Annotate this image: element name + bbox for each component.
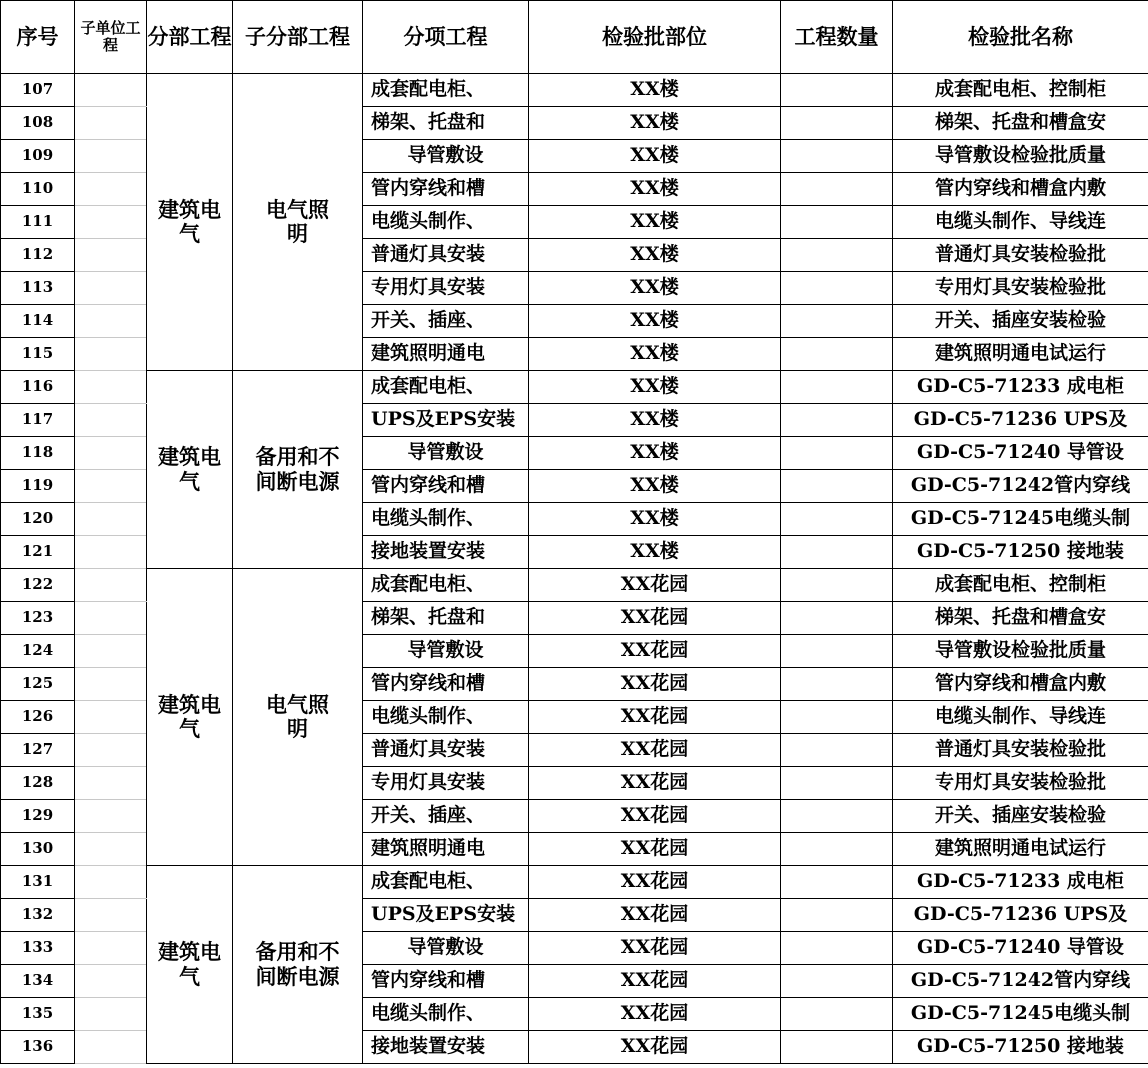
group-label-line: 气 xyxy=(179,221,200,246)
cell-batch-name[interactable]: GD-C5-71245电缆头制 xyxy=(893,998,1148,1031)
cell-no[interactable]: 116 xyxy=(1,371,75,404)
header-subdivision: 子分部工程 xyxy=(233,1,363,74)
cell-batch-name[interactable]: GD-C5-71250 接地装 xyxy=(893,1031,1148,1064)
cell-no[interactable]: 110 xyxy=(1,173,75,206)
cell-batch-name[interactable]: GD-C5-71242管内穿线 xyxy=(893,470,1148,503)
cell-batch-name[interactable]: 普通灯具安装检验批 xyxy=(893,239,1148,272)
cell-item[interactable]: 电缆头制作、 xyxy=(363,206,529,239)
table-row[interactable] xyxy=(1,569,1148,602)
cell-no[interactable]: 120 xyxy=(1,503,75,536)
cell-batch-name[interactable]: 建筑照明通电试运行 xyxy=(893,338,1148,371)
cell-quantity[interactable] xyxy=(781,437,893,470)
group-label-line: 电气照 xyxy=(266,196,329,222)
cell-item[interactable]: 专用灯具安装 xyxy=(363,767,529,800)
cell-batch-name[interactable]: 梯架、托盘和槽盒安 xyxy=(893,602,1148,635)
cell-no[interactable]: 126 xyxy=(1,701,75,734)
cell-batch-name[interactable]: 电缆头制作、导线连 xyxy=(893,701,1148,734)
group-label-line: 建筑电 xyxy=(158,196,221,222)
cell-subunit[interactable] xyxy=(75,932,147,965)
cell-location[interactable]: XX楼 xyxy=(529,74,781,107)
cell-batch-name[interactable]: 管内穿线和槽盒内敷 xyxy=(893,668,1148,701)
cell-location[interactable]: XX楼 xyxy=(529,536,781,569)
cell-division[interactable] xyxy=(147,569,233,866)
header-location: 检验批部位 xyxy=(529,1,781,74)
cell-location[interactable]: XX楼 xyxy=(529,371,781,404)
group-label-line: 备用和不 xyxy=(255,939,340,965)
cell-subdivision[interactable] xyxy=(233,569,363,866)
cell-item[interactable]: 管内穿线和槽 xyxy=(363,668,529,701)
cell-item[interactable]: 导管敷设 xyxy=(363,635,529,668)
cell-location[interactable]: XX楼 xyxy=(529,338,781,371)
cell-quantity[interactable] xyxy=(781,470,893,503)
cell-item[interactable]: 建筑照明通电 xyxy=(363,338,529,371)
cell-no[interactable]: 107 xyxy=(1,74,75,107)
cell-no[interactable]: 108 xyxy=(1,107,75,140)
cell-subunit[interactable] xyxy=(75,1031,147,1064)
cell-quantity[interactable] xyxy=(781,668,893,701)
cell-quantity[interactable] xyxy=(781,371,893,404)
cell-location[interactable]: XX花园 xyxy=(529,1031,781,1064)
cell-subunit[interactable] xyxy=(75,74,147,107)
cell-no[interactable]: 123 xyxy=(1,602,75,635)
cell-subunit[interactable] xyxy=(75,272,147,305)
cell-item[interactable]: 电缆头制作、 xyxy=(363,503,529,536)
cell-subdivision[interactable] xyxy=(233,371,363,569)
group-label-line: 明 xyxy=(287,221,308,246)
cell-item[interactable]: 导管敷设 xyxy=(363,437,529,470)
cell-no[interactable]: 125 xyxy=(1,668,75,701)
cell-batch-name[interactable]: 导管敷设检验批质量 xyxy=(893,140,1148,173)
cell-subunit[interactable] xyxy=(75,833,147,866)
cell-subunit[interactable] xyxy=(75,107,147,140)
group-label-line: 建筑电 xyxy=(158,444,221,470)
cell-item[interactable]: 建筑照明通电 xyxy=(363,833,529,866)
header-division: 分部工程 xyxy=(147,1,233,74)
cell-quantity[interactable] xyxy=(781,800,893,833)
cell-no[interactable]: 122 xyxy=(1,569,75,602)
cell-location[interactable]: XX楼 xyxy=(529,140,781,173)
cell-subunit[interactable] xyxy=(75,503,147,536)
cell-batch-name[interactable]: GD-C5-71240 导管设 xyxy=(893,932,1148,965)
cell-batch-name[interactable]: GD-C5-71240 导管设 xyxy=(893,437,1148,470)
cell-batch-name[interactable]: 开关、插座安装检验 xyxy=(893,800,1148,833)
cell-subunit[interactable] xyxy=(75,767,147,800)
cell-item[interactable]: 电缆头制作、 xyxy=(363,701,529,734)
cell-batch-name[interactable]: GD-C5-71250 接地装 xyxy=(893,536,1148,569)
cell-location[interactable]: XX楼 xyxy=(529,404,781,437)
cell-item[interactable]: 导管敷设 xyxy=(363,932,529,965)
cell-quantity[interactable] xyxy=(781,74,893,107)
cell-quantity[interactable] xyxy=(781,932,893,965)
cell-subunit[interactable] xyxy=(75,701,147,734)
cell-batch-name[interactable]: 专用灯具安装检验批 xyxy=(893,767,1148,800)
cell-location[interactable]: XX花园 xyxy=(529,800,781,833)
group-label-line: 气 xyxy=(179,716,200,741)
cell-quantity[interactable] xyxy=(781,833,893,866)
cell-item[interactable]: 成套配电柜、 xyxy=(363,74,529,107)
cell-no[interactable]: 131 xyxy=(1,866,75,899)
cell-location[interactable]: XX花园 xyxy=(529,965,781,998)
cell-no[interactable]: 115 xyxy=(1,338,75,371)
cell-quantity[interactable] xyxy=(781,107,893,140)
cell-location[interactable]: XX楼 xyxy=(529,173,781,206)
header-item: 分项工程 xyxy=(363,1,529,74)
group-label-line: 间断电源 xyxy=(255,963,340,989)
cell-location[interactable]: XX花园 xyxy=(529,635,781,668)
cell-batch-name[interactable]: 管内穿线和槽盒内敷 xyxy=(893,173,1148,206)
cell-item[interactable]: 接地装置安装 xyxy=(363,1031,529,1064)
cell-no[interactable]: 109 xyxy=(1,140,75,173)
cell-location[interactable]: XX花园 xyxy=(529,734,781,767)
cell-item[interactable]: UPS及EPS安装 xyxy=(363,899,529,932)
cell-no[interactable]: 132 xyxy=(1,899,75,932)
cell-no[interactable]: 118 xyxy=(1,437,75,470)
cell-no[interactable]: 127 xyxy=(1,734,75,767)
cell-division[interactable] xyxy=(147,866,233,1064)
cell-subdivision[interactable] xyxy=(233,74,363,371)
cell-division[interactable] xyxy=(147,74,233,371)
cell-no[interactable]: 112 xyxy=(1,239,75,272)
cell-no[interactable]: 111 xyxy=(1,206,75,239)
cell-quantity[interactable] xyxy=(781,569,893,602)
cell-quantity[interactable] xyxy=(781,998,893,1031)
cell-quantity[interactable] xyxy=(781,767,893,800)
cell-item[interactable]: 梯架、托盘和 xyxy=(363,602,529,635)
cell-location[interactable]: XX花园 xyxy=(529,833,781,866)
group-label-line: 建筑电 xyxy=(158,691,221,717)
cell-batch-name[interactable]: 成套配电柜、控制柜 xyxy=(893,569,1148,602)
cell-batch-name[interactable]: GD-C5-71233 成电柜 xyxy=(893,371,1148,404)
cell-subunit[interactable] xyxy=(75,899,147,932)
cell-subunit[interactable] xyxy=(75,734,147,767)
cell-quantity[interactable] xyxy=(781,404,893,437)
cell-quantity[interactable] xyxy=(781,734,893,767)
cell-no[interactable]: 121 xyxy=(1,536,75,569)
cell-subunit[interactable] xyxy=(75,800,147,833)
cell-quantity[interactable] xyxy=(781,338,893,371)
cell-location[interactable]: XX楼 xyxy=(529,107,781,140)
cell-quantity[interactable] xyxy=(781,899,893,932)
cell-subunit[interactable] xyxy=(75,602,147,635)
cell-location[interactable]: XX楼 xyxy=(529,503,781,536)
cell-item[interactable]: 开关、插座、 xyxy=(363,800,529,833)
cell-no[interactable]: 124 xyxy=(1,635,75,668)
cell-no[interactable]: 117 xyxy=(1,404,75,437)
cell-location[interactable]: XX楼 xyxy=(529,470,781,503)
cell-item[interactable]: 开关、插座、 xyxy=(363,305,529,338)
cell-subunit[interactable] xyxy=(75,404,147,437)
cell-location[interactable]: XX楼 xyxy=(529,272,781,305)
table-row[interactable] xyxy=(1,866,1148,899)
cell-location[interactable]: XX花园 xyxy=(529,701,781,734)
cell-no[interactable]: 113 xyxy=(1,272,75,305)
cell-location[interactable]: XX花园 xyxy=(529,602,781,635)
cell-subunit[interactable] xyxy=(75,140,147,173)
cell-subdivision[interactable] xyxy=(233,866,363,1064)
cell-item[interactable]: 成套配电柜、 xyxy=(363,371,529,404)
cell-item[interactable]: UPS及EPS安装 xyxy=(363,404,529,437)
cell-location[interactable]: XX花园 xyxy=(529,932,781,965)
cell-batch-name[interactable]: 梯架、托盘和槽盒安 xyxy=(893,107,1148,140)
cell-subunit[interactable] xyxy=(75,338,147,371)
cell-location[interactable]: XX花园 xyxy=(529,899,781,932)
cell-no[interactable]: 133 xyxy=(1,932,75,965)
cell-item[interactable]: 导管敷设 xyxy=(363,140,529,173)
group-label-line: 电气照 xyxy=(266,691,329,717)
header-no: 序号 xyxy=(1,1,75,74)
cell-batch-name[interactable]: GD-C5-71245电缆头制 xyxy=(893,503,1148,536)
cell-quantity[interactable] xyxy=(781,866,893,899)
cell-location[interactable]: XX楼 xyxy=(529,437,781,470)
cell-subunit[interactable] xyxy=(75,668,147,701)
group-label-line: 备用和不 xyxy=(255,444,340,470)
cell-subunit[interactable] xyxy=(75,371,147,404)
cell-location[interactable]: XX花园 xyxy=(529,866,781,899)
cell-batch-name[interactable]: GD-C5-71242管内穿线 xyxy=(893,965,1148,998)
cell-quantity[interactable] xyxy=(781,503,893,536)
cell-batch-name[interactable]: GD-C5-71236 UPS及 xyxy=(893,899,1148,932)
cell-no[interactable]: 129 xyxy=(1,800,75,833)
cell-location[interactable]: XX花园 xyxy=(529,767,781,800)
cell-subunit[interactable] xyxy=(75,470,147,503)
group-label-line: 建筑电 xyxy=(158,939,221,965)
cell-no[interactable]: 134 xyxy=(1,965,75,998)
cell-subunit[interactable] xyxy=(75,206,147,239)
cell-quantity[interactable] xyxy=(781,536,893,569)
cell-subunit[interactable] xyxy=(75,305,147,338)
cell-quantity[interactable] xyxy=(781,305,893,338)
cell-batch-name[interactable]: GD-C5-71233 成电柜 xyxy=(893,866,1148,899)
cell-item[interactable]: 接地装置安装 xyxy=(363,536,529,569)
cell-batch-name[interactable]: 普通灯具安装检验批 xyxy=(893,734,1148,767)
group-label-line: 气 xyxy=(179,468,200,494)
cell-batch-name[interactable]: 建筑照明通电试运行 xyxy=(893,833,1148,866)
cell-quantity[interactable] xyxy=(781,1031,893,1064)
cell-location[interactable]: XX楼 xyxy=(529,305,781,338)
cell-location[interactable]: XX花园 xyxy=(529,998,781,1031)
cell-item[interactable]: 管内穿线和槽 xyxy=(363,173,529,206)
cell-subunit[interactable] xyxy=(75,998,147,1031)
cell-no[interactable]: 135 xyxy=(1,998,75,1031)
header-row xyxy=(1,1,1148,74)
cell-item[interactable]: 管内穿线和槽 xyxy=(363,965,529,998)
cell-batch-name[interactable]: 开关、插座安装检验 xyxy=(893,305,1148,338)
cell-item[interactable]: 专用灯具安装 xyxy=(363,272,529,305)
cell-quantity[interactable] xyxy=(781,239,893,272)
cell-division[interactable] xyxy=(147,371,233,569)
cell-subunit[interactable] xyxy=(75,173,147,206)
cell-item[interactable]: 普通灯具安装 xyxy=(363,734,529,767)
header-quantity: 工程数量 xyxy=(781,1,893,74)
cell-batch-name[interactable]: 成套配电柜、控制柜 xyxy=(893,74,1148,107)
cell-subunit[interactable] xyxy=(75,239,147,272)
cell-location[interactable]: XX楼 xyxy=(529,206,781,239)
cell-item[interactable]: 电缆头制作、 xyxy=(363,998,529,1031)
cell-no[interactable]: 136 xyxy=(1,1031,75,1064)
table-row[interactable] xyxy=(1,371,1148,404)
cell-quantity[interactable] xyxy=(781,140,893,173)
cell-batch-name[interactable]: 导管敷设检验批质量 xyxy=(893,635,1148,668)
group-label-line: 间断电源 xyxy=(255,468,340,494)
cell-no[interactable]: 130 xyxy=(1,833,75,866)
cell-quantity[interactable] xyxy=(781,635,893,668)
cell-no[interactable]: 119 xyxy=(1,470,75,503)
cell-subunit[interactable] xyxy=(75,437,147,470)
header-subunit: 子单位工程 xyxy=(75,1,147,74)
cell-item[interactable]: 梯架、托盘和 xyxy=(363,107,529,140)
cell-item[interactable]: 成套配电柜、 xyxy=(363,866,529,899)
header-batch-name: 检验批名称 xyxy=(893,1,1148,74)
cell-quantity[interactable] xyxy=(781,272,893,305)
cell-quantity[interactable] xyxy=(781,701,893,734)
cell-subunit[interactable] xyxy=(75,536,147,569)
cell-batch-name[interactable]: 专用灯具安装检验批 xyxy=(893,272,1148,305)
cell-item[interactable]: 普通灯具安装 xyxy=(363,239,529,272)
cell-no[interactable]: 128 xyxy=(1,767,75,800)
cell-subunit[interactable] xyxy=(75,569,147,602)
cell-item[interactable]: 成套配电柜、 xyxy=(363,569,529,602)
cell-quantity[interactable] xyxy=(781,965,893,998)
cell-subunit[interactable] xyxy=(75,635,147,668)
cell-no[interactable]: 114 xyxy=(1,305,75,338)
group-label-line: 气 xyxy=(179,963,200,989)
cell-location[interactable]: XX花园 xyxy=(529,668,781,701)
cell-batch-name[interactable]: 电缆头制作、导线连 xyxy=(893,206,1148,239)
table-row[interactable] xyxy=(1,74,1148,107)
group-label-line: 明 xyxy=(287,716,308,741)
cell-location[interactable]: XX花园 xyxy=(529,569,781,602)
cell-batch-name[interactable]: GD-C5-71236 UPS及 xyxy=(893,404,1148,437)
cell-location[interactable]: XX楼 xyxy=(529,239,781,272)
cell-quantity[interactable] xyxy=(781,173,893,206)
cell-item[interactable]: 管内穿线和槽 xyxy=(363,470,529,503)
table-body xyxy=(1,74,1148,1064)
cell-subunit[interactable] xyxy=(75,866,147,899)
cell-quantity[interactable] xyxy=(781,206,893,239)
cell-quantity[interactable] xyxy=(781,602,893,635)
cell-subunit[interactable] xyxy=(75,965,147,998)
